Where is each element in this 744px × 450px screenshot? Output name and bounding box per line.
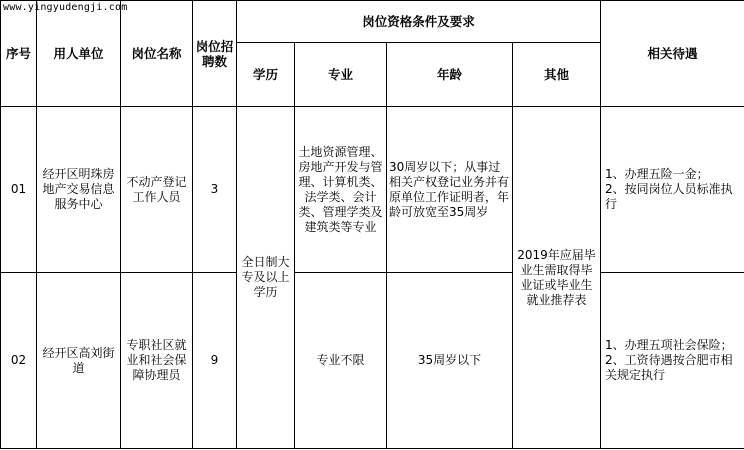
education-cell: 全日制大专及以上学历 [237, 107, 295, 449]
table-row [1, 273, 744, 449]
row-seq: 01 [1, 107, 37, 273]
row-benefits: 1、办理五险一金； 2、按同岗位人员标准执行 [601, 107, 744, 273]
row-major: 土地资源管理、房地产开发与管理、计算机类、法学类、会计类、管理学类及建筑类等专业 [295, 107, 387, 273]
row-position: 专职社区就业和社会保障协理员 [121, 273, 193, 449]
header-employer: 用人单位 [37, 1, 121, 107]
other-cell: 2019年应届毕业生需取得毕业证或毕业生就业推荐表 [513, 107, 601, 449]
header-conditions: 岗位资格条件及要求 [237, 1, 601, 43]
row-employer: 经开区明珠房地产交易信息服务中心 [37, 107, 121, 273]
header-quota: 岗位招聘数 [193, 1, 237, 107]
row-position: 不动产登记工作人员 [121, 107, 193, 273]
site-watermark: www.yingyudengji.com [3, 2, 128, 13]
header-position: 岗位名称 [121, 1, 193, 107]
row-quota: 9 [193, 273, 237, 449]
header-benefits: 相关待遇 [601, 1, 744, 107]
row-seq: 02 [1, 273, 37, 449]
header-seq: 序号 [1, 1, 37, 107]
row-quota: 3 [193, 107, 237, 273]
row-age: 35周岁以下 [387, 273, 513, 449]
table-row [1, 107, 744, 273]
header-other: 其他 [513, 43, 601, 107]
row-age: 30周岁以下；从事过相关产权登记业务并有原单位工作证明者，年龄可放宽至35周岁 [387, 107, 513, 273]
header-education: 学历 [237, 43, 295, 107]
row-benefits: 1、办理五项社会保险； 2、工资待遇按合肥市相关规定执行 [601, 273, 744, 449]
row-major: 专业不限 [295, 273, 387, 449]
header-age: 年龄 [387, 43, 513, 107]
row-employer: 经开区高刘街道 [37, 273, 121, 449]
header-major: 专业 [295, 43, 387, 107]
